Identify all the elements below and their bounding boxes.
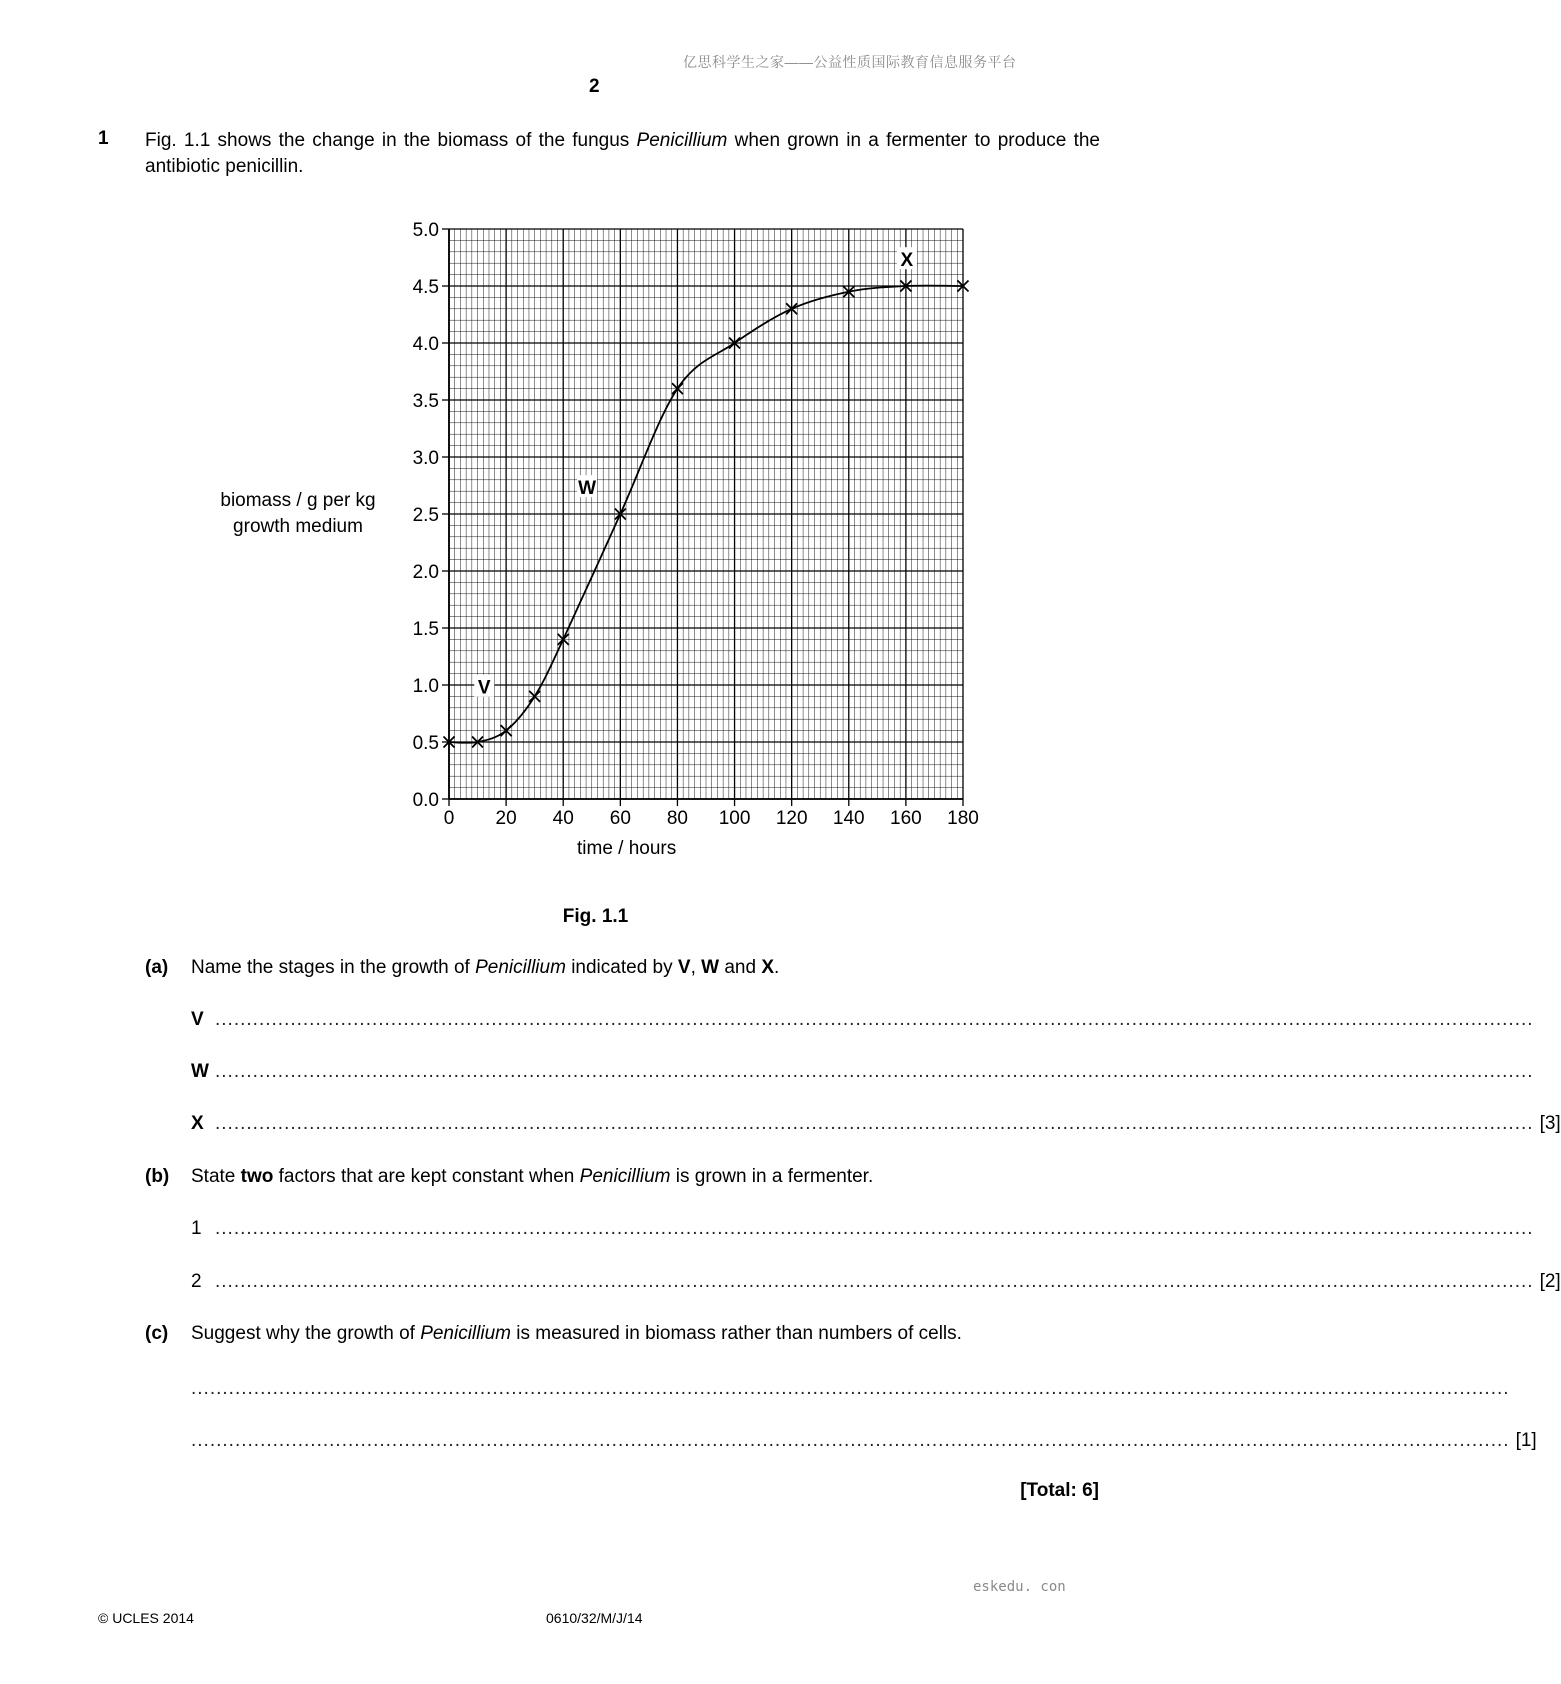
answer-line-2[interactable]: 2 .................................................................................................................................................................................................................. [2] [191,1271,1561,1292]
figure-caption: Fig. 1.1 [562,906,629,927]
y-tick-label: 2.5 [412,505,439,526]
footer-watermark: eskedu. con [973,1579,1066,1595]
answer-line-c1[interactable]: .................................................................................................................................................................................................................. [191,1378,1510,1399]
answer-line-1[interactable]: 1 .................................................................................................................................................................................................................. [191,1218,1534,1239]
y-tick-label: 0.5 [412,733,439,754]
y-tick-label: 1.0 [412,676,439,697]
y-tick-label: 4.5 [412,277,439,298]
annotation-w: W [578,478,597,500]
footer-copyright: © UCLES 2014 [98,1610,194,1626]
x-tick-label: 40 [552,808,574,829]
part-b-label: (b) [145,1166,170,1187]
x-tick-label: 120 [775,808,808,829]
question-number: 1 [98,128,109,149]
y-tick-label: 4.0 [412,334,439,355]
y-tick-label: 1.5 [412,619,439,640]
answer-line-c2[interactable]: .................................................................................................................................................................................................................. [1] [191,1430,1537,1451]
marks-b: [2] [1539,1271,1561,1292]
x-tick-label: 140 [832,808,865,829]
answer-line-w[interactable]: W .................................................................................................................................................................................................................. [191,1061,1534,1082]
question-intro: Fig. 1.1 shows the change in the biomass of the fungus Penicillium when grown in a fermenter to produce the antibiotic penicillin. [145,130,1101,177]
annotation-x: X [900,250,914,272]
marks-a: [3] [1539,1113,1561,1134]
x-tick-label: 60 [609,808,631,829]
x-tick-label: 180 [947,808,979,829]
part-b-text: State two factors that are kept constant when Penicillium is grown in a fermenter. [191,1166,874,1187]
part-a-text: Name the stages in the growth of Penicillium indicated by V, W and X. [191,957,780,978]
total-marks: [Total: 6] [1020,1480,1099,1501]
answer-line-x[interactable]: X .................................................................................................................................................................................................................. [3] [191,1113,1561,1134]
x-tick-label: 80 [666,808,689,829]
part-c-label: (c) [145,1323,169,1344]
y-tick-label: 3.0 [412,448,439,469]
page-number: 2 [589,76,600,97]
stage-annotations [474,247,917,699]
tick-labels [413,220,979,829]
axis-ticks [442,229,963,806]
x-tick-label: 20 [495,808,517,829]
y-tick-label: 5.0 [412,220,439,241]
y-tick-label: 0.0 [412,790,439,811]
answer-line-v[interactable]: V .................................................................................................................................................................................................................. [191,1009,1534,1030]
footer-code: 0610/32/M/J/14 [546,1610,643,1626]
part-c-text: Suggest why the growth of Penicillium is measured in biomass rather than numbers of cells. [191,1323,962,1344]
y-tick-label: 3.5 [412,391,439,412]
part-a-label: (a) [145,957,169,978]
x-tick-label: 100 [718,808,751,829]
biomass-chart [0,0,1191,880]
x-tick-label: 160 [890,808,922,829]
y-axis-label: biomass / g per kg growth medium [220,490,376,537]
marks-c: [1] [1515,1430,1537,1451]
header-watermark: 亿思科学生之家——公益性质国际教育信息服务平台 [683,54,1017,70]
annotation-v: V [477,677,491,699]
x-tick-label: 0 [443,808,455,829]
y-tick-label: 2.0 [412,562,439,583]
x-axis-label: time / hours [577,838,677,859]
